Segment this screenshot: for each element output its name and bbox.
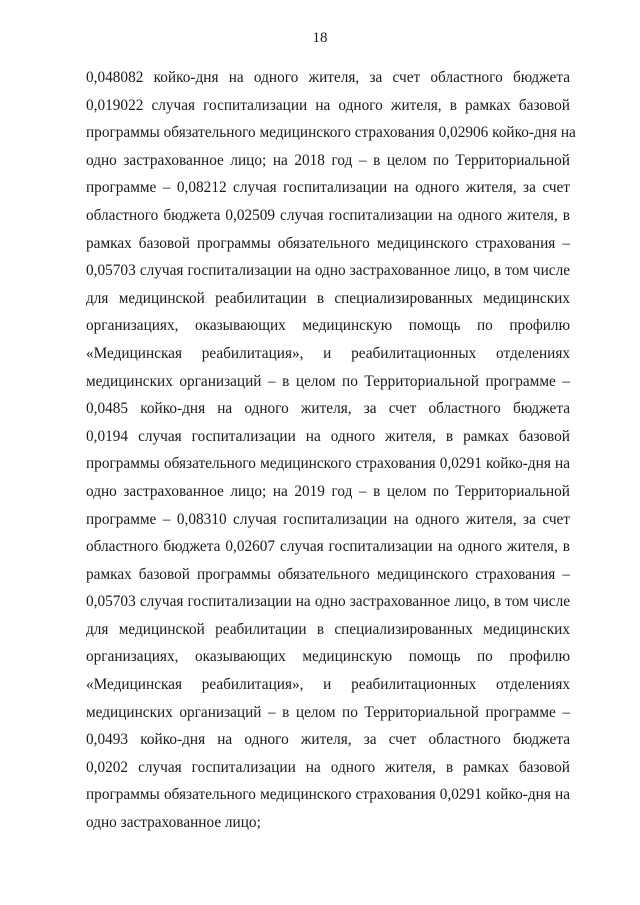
text-line: программе – 0,08310 случая госпитализации на одного жителя, за счет (86, 510, 570, 528)
text-line: областного бюджета 0,02607 случая госпитализации на одного жителя, в (86, 538, 570, 556)
text-line: медицинских организаций – в целом по Территориальной программе – (86, 372, 570, 390)
text-line: для медицинской реабилитации в специализированных медицинских (86, 620, 570, 638)
text-line: организациях, оказывающих медицинскую помощь по профилю (86, 648, 570, 666)
text-line: одно застрахованное лицо; на 2018 год – в целом по Территориальной (86, 151, 570, 169)
text-line: 0,0202 случая госпитализации на одного жителя, в рамках базовой (86, 758, 570, 776)
text-line: 0,048082 койко-дня на одного жителя, за счет областного бюджета (86, 69, 570, 86)
text-line: программе – 0,08212 случая госпитализации на одного жителя, за счет (86, 179, 570, 197)
text-line: рамках базовой программы обязательного медицинского страхования – (86, 234, 570, 252)
text-line: «Медицинская реабилитация», и реабилитационных отделениях (86, 344, 570, 362)
text-line: программы обязательного медицинского страхования 0,02906 койко-дня на (86, 124, 576, 142)
text-line: организациях, оказывающих медицинскую помощь по профилю (86, 317, 570, 335)
text-line: программы обязательного медицинского страхования 0,0291 койко-дня на (86, 455, 570, 473)
text-line: 0,0485 койко-дня на одного жителя, за счет областного бюджета (86, 400, 570, 418)
text-line: рамках базовой программы обязательного медицинского страхования – (86, 565, 570, 583)
text-line: для медицинской реабилитации в специализированных медицинских (86, 289, 570, 307)
text-line: одно застрахованное лицо; (86, 814, 261, 832)
text-line: программы обязательного медицинского страхования 0,0291 койко-дня на (86, 786, 570, 804)
text-line: 0,0493 койко-дня на одного жителя, за счет областного бюджета (86, 731, 570, 749)
text-line: одно застрахованное лицо; на 2019 год – в целом по Территориальной (86, 482, 570, 500)
body-text (86, 64, 576, 837)
text-line: 0,019022 случая госпитализации на одного жителя, в рамках базовой (86, 96, 570, 114)
text-line: медицинских организаций – в целом по Территориальной программе – (86, 703, 570, 721)
text-line: 0,05703 случая госпитализации на одно застрахованное лицо, в том числе (86, 262, 570, 280)
text-line: 0,0194 случая госпитализации на одного жителя, в рамках базовой (86, 427, 570, 445)
text-line: 0,05703 случая госпитализации на одно застрахованное лицо, в том числе (86, 593, 570, 611)
text-line: «Медицинская реабилитация», и реабилитационных отделениях (86, 676, 570, 694)
text-line: областного бюджета 0,02509 случая госпитализации на одного жителя, в (86, 206, 570, 224)
page-number: 18 (312, 30, 328, 46)
